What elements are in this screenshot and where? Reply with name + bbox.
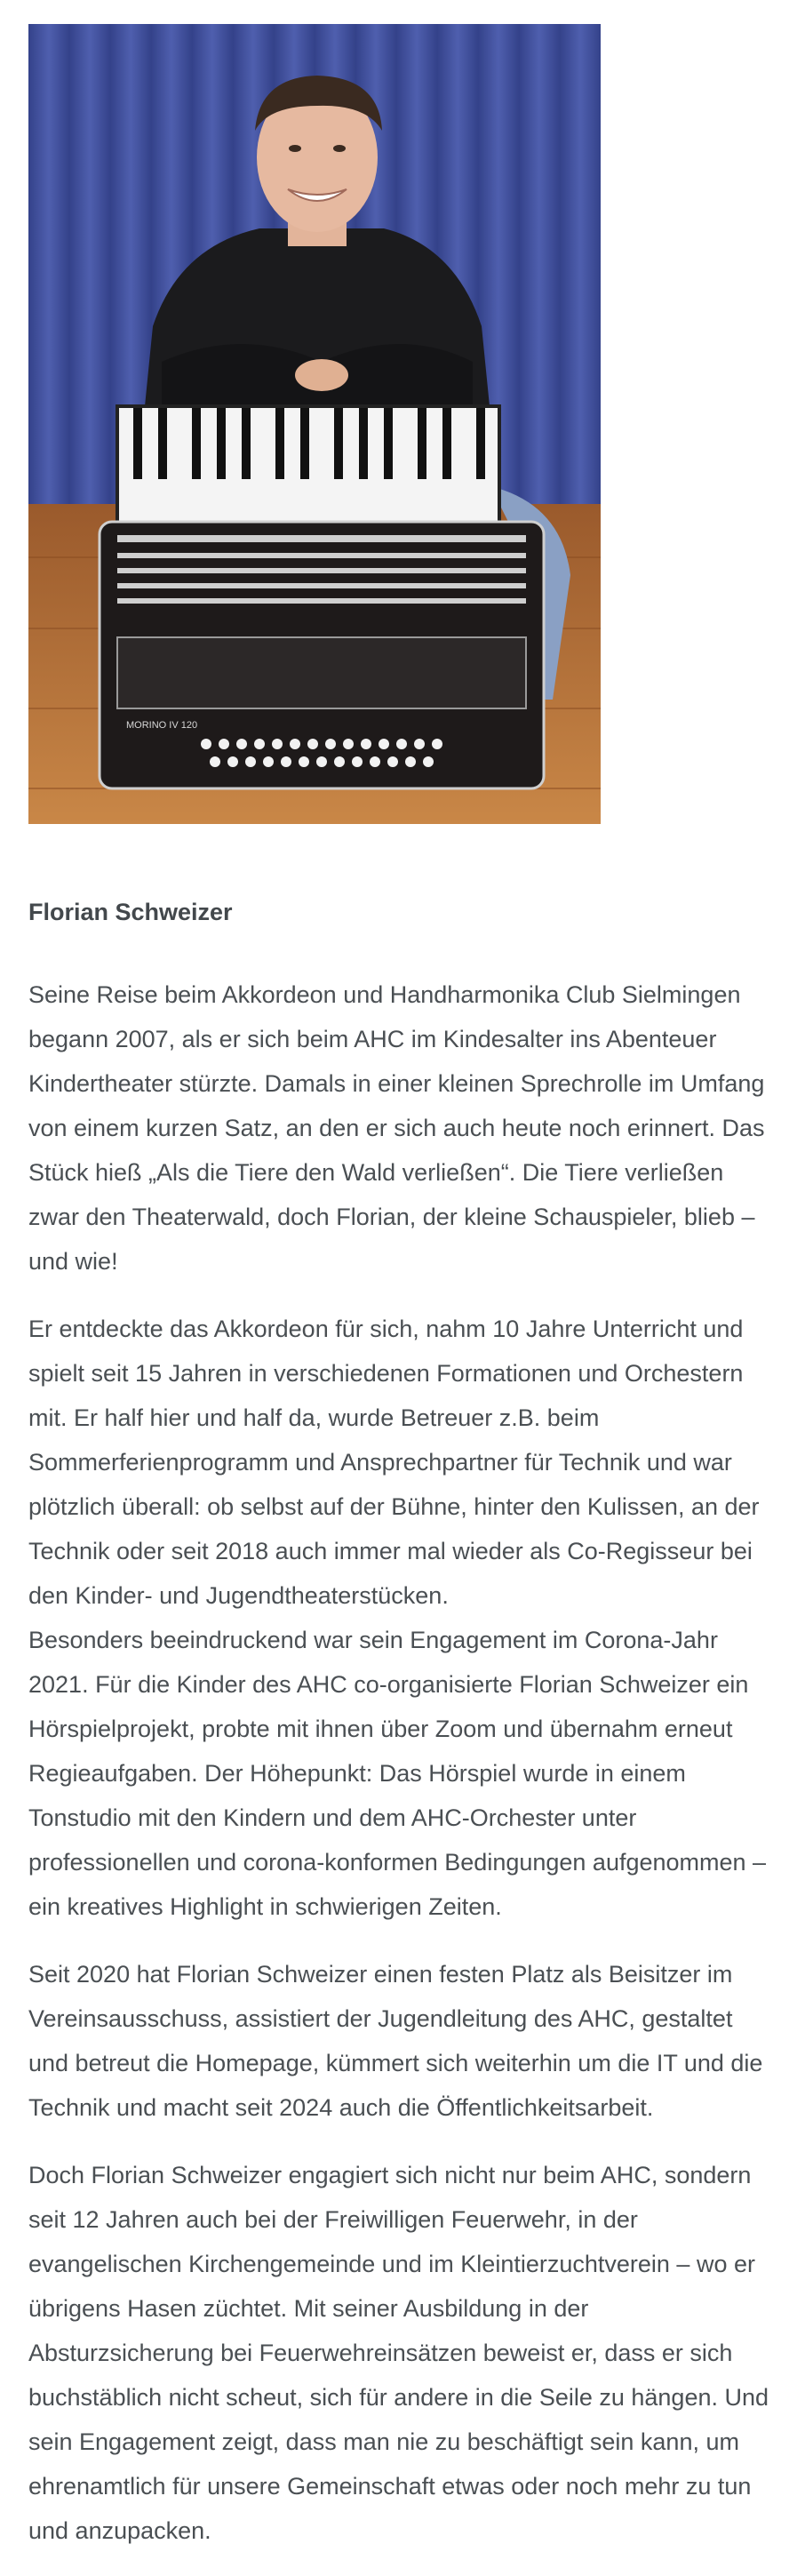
accordion-player-photo [28, 24, 601, 824]
profile-text [28, 889, 770, 2576]
accordion-brand-label: MORINO IV 120 [126, 720, 198, 731]
paragraph-1: Seine Reise beim Akkordeon und Handharmonika Club Sielmingen begann 2007, als er sich beim AHC im Kindesalter ins Abenteuer Kindertheater stürzte. Damals in einer kleinen Sprechrolle im Umfang von einem kurzen Satz, an den er sich auch heute noch erinnert. Das Stück hieß „Als die Tiere den Wald verließen“. Die Tiere verließen zwar den Theaterwald, doch Florian, der kleine Schauspieler, blieb – und wie! [28, 981, 765, 1275]
paragraph-2: Er entdeckte das Akkordeon für sich, nahm 10 Jahre Unterricht und spielt seit 15 Jahren in verschiedenen Formationen und Orchestern mit. Er half hier und half da, wurde Betreuer z.B. beim Sommerferienprogramm und Ansprechpartner für Technik und war plötzlich überall: ob selbst auf der Bühne, hinter den Kulissen, an der Technik oder seit 2018 auch immer mal wieder als Co-Regisseur bei den Kinder- und Jugendtheaterstücken. [28, 1316, 760, 1609]
paragraph-3: Besonders beeindruckend war sein Engagement im Corona-Jahr 2021. Für die Kinder des AHC co-organisierte Florian Schweizer ein Hörspielprojekt, probte mit ihnen über Zoom und übernahm erneut Regieaufgaben. Der Höhepunkt: Das Hörspiel wurde in einem Tonstudio mit den Kindern und dem AHC-Orchester unter professionellen und corona-konformen Bedingungen aufgenommen – ein kreatives Highlight in schwierigen Zeiten. [28, 1627, 767, 1920]
paragraph-5: Doch Florian Schweizer engagiert sich nicht nur beim AHC, sondern seit 12 Jahren auch bei der Freiwilligen Feuerwehr, in der evangelischen Kirchengemeinde und im Kleintierzuchtverein – wo er übrigens Hasen züchtet. Mit seiner Ausbildung in der Absturzsicherung bei Feuerwehreinsätzen beweist er, dass er sich buchstäblich nicht scheut, sich für andere in die Seile zu hängen. Und sein Engagement zeigt, dass man nie zu beschäftigt sein kann, um ehrenamtlich für unsere Gemeinschaft etwas oder noch mehr zu tun und anzupacken. [28, 2162, 769, 2544]
person-name: Florian Schweizer [28, 899, 233, 925]
paragraph-4: Seit 2020 hat Florian Schweizer einen festen Platz als Beisitzer im Vereinsausschuss, assistiert der Jugendleitung des AHC, gestaltet und betreut die Homepage, kümmert sich weiterhin um die IT und die Technik und macht seit 2024 auch die Öffentlichkeitsarbeit. [28, 1961, 763, 2121]
